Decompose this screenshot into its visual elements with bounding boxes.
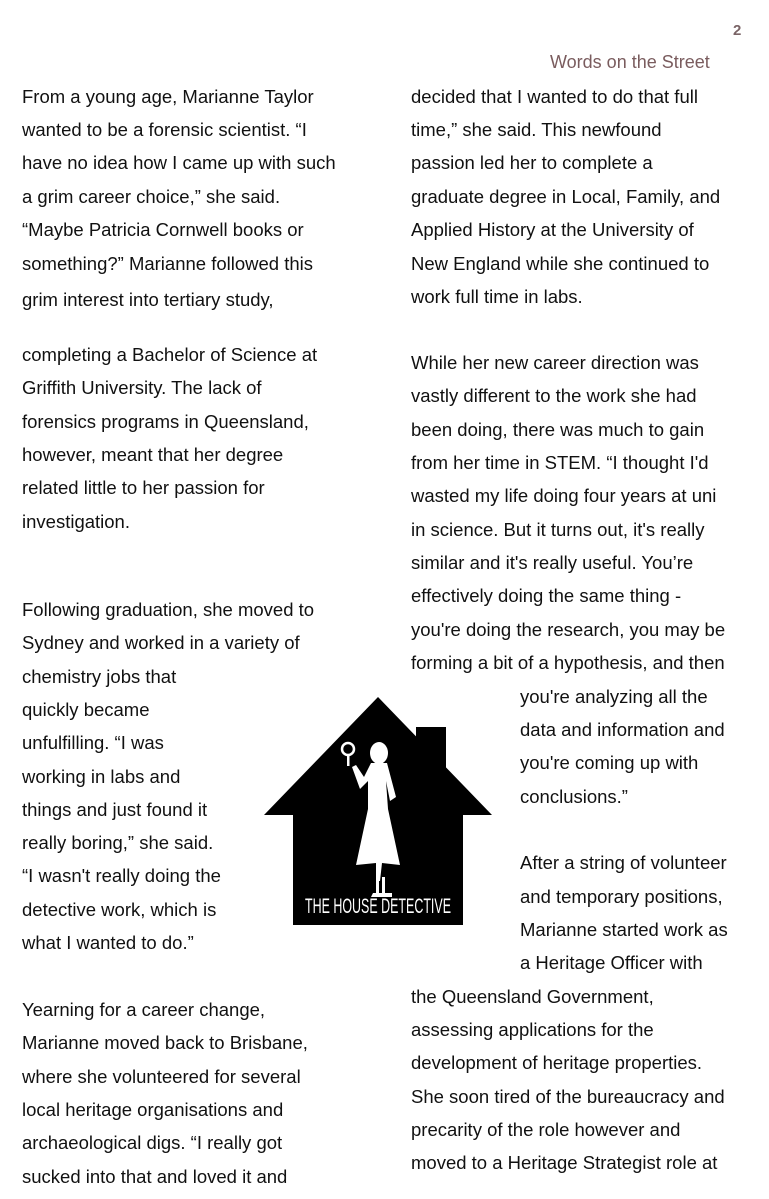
right_column-line: you're doing the research, you may be bbox=[411, 619, 726, 640]
left_column-line: “I wasn't really doing the bbox=[22, 865, 221, 886]
right_column-line: decided that I wanted to do that full bbox=[411, 86, 698, 107]
left_column-line: Yearning for a career change, bbox=[22, 999, 266, 1020]
right_column-line: time,” she said. This newfound bbox=[411, 119, 662, 140]
left_column-line: what I wanted to do.” bbox=[22, 932, 194, 953]
left_column-line: Sydney and worked in a variety of bbox=[22, 632, 300, 653]
right_column-line: passion led her to complete a bbox=[411, 152, 653, 173]
right_column-line: precarity of the role however and bbox=[411, 1119, 681, 1140]
right_column-line: forming a bit of a hypothesis, and then bbox=[411, 652, 725, 673]
left_column-line: working in labs and bbox=[22, 766, 181, 787]
right_column-line: She soon tired of the bureaucracy and bbox=[411, 1086, 725, 1107]
left_column-line: Following graduation, she moved to bbox=[22, 599, 315, 620]
left_column-line: grim interest into tertiary study, bbox=[22, 289, 274, 310]
right_column-line: moved to a Heritage Strategist role at bbox=[411, 1152, 718, 1173]
left_column-line: however, meant that her degree bbox=[22, 444, 284, 465]
left_column-line: From a young age, Marianne Taylor bbox=[22, 86, 314, 107]
right_column-line: a Heritage Officer with bbox=[520, 952, 703, 973]
right_column-line: you're analyzing all the bbox=[520, 686, 708, 707]
right_column-line: Applied History at the University of bbox=[411, 219, 694, 240]
right_column-line: and temporary positions, bbox=[520, 886, 723, 907]
right_column-line: the Queensland Government, bbox=[411, 986, 654, 1007]
right_column-line: conclusions.” bbox=[520, 786, 628, 807]
left_column-line: Marianne moved back to Brisbane, bbox=[22, 1032, 308, 1053]
left_column-line: really boring,” she said. bbox=[22, 832, 214, 853]
left_column-line: “Maybe Patricia Cornwell books or bbox=[22, 219, 304, 240]
right_column-line: effectively doing the same thing - bbox=[411, 585, 682, 606]
left_column-line: completing a Bachelor of Science at bbox=[22, 344, 318, 365]
right_column-line: assessing applications for the bbox=[411, 1019, 654, 1040]
running-header: Words on the Street bbox=[550, 52, 710, 72]
left_column-line: where she volunteered for several bbox=[22, 1066, 301, 1087]
left_column-line: chemistry jobs that bbox=[22, 666, 177, 687]
left_column-line: things and just found it bbox=[22, 799, 208, 820]
left_column-line: a grim career choice,” she said. bbox=[22, 186, 281, 207]
left_column-line: forensics programs in Queensland, bbox=[22, 411, 309, 432]
left_column-line: Griffith University. The lack of bbox=[22, 377, 262, 398]
right_column-line: After a string of volunteer bbox=[520, 852, 727, 873]
right_column-line: data and information and bbox=[520, 719, 725, 740]
left_column-line: archaeological digs. “I really got bbox=[22, 1132, 283, 1153]
left_column-line: sucked into that and loved it and bbox=[22, 1166, 288, 1187]
page-number: 2 bbox=[733, 22, 742, 39]
right_column-line: from her time in STEM. “I thought I'd bbox=[411, 452, 709, 473]
logo-text: THE HOUSE DETECTIVE bbox=[305, 895, 451, 918]
left_column-line: related little to her passion for bbox=[22, 477, 265, 498]
left_column-line: something?” Marianne followed this bbox=[22, 253, 314, 274]
right_column-line: New England while she continued to bbox=[411, 253, 710, 274]
right_column-line: vastly different to the work she had bbox=[411, 385, 697, 406]
right_column-line: graduate degree in Local, Family, and bbox=[411, 186, 721, 207]
right_column-line: development of heritage properties. bbox=[411, 1052, 703, 1073]
left_column-line: unfulfilling. “I was bbox=[22, 732, 164, 753]
right_column-line: wasted my life doing four years at uni bbox=[411, 485, 717, 506]
left_column-line: investigation. bbox=[22, 511, 130, 532]
left_column-line: detective work, which is bbox=[22, 899, 217, 920]
right_column-line: While her new career direction was bbox=[411, 352, 699, 373]
house-detective-icon bbox=[264, 697, 492, 925]
left_column-line: have no idea how I came up with such bbox=[22, 152, 336, 173]
right_column-line: been doing, there was much to gain bbox=[411, 419, 705, 440]
right_column-line: work full time in labs. bbox=[411, 286, 583, 307]
house-detective-logo bbox=[264, 697, 494, 927]
right_column-line: in science. But it turns out, it's really bbox=[411, 519, 705, 540]
right_column-line: Marianne started work as bbox=[520, 919, 728, 940]
right_column-line: you're coming up with bbox=[520, 752, 699, 773]
left_column-line: quickly became bbox=[22, 699, 150, 720]
left_column-line: wanted to be a forensic scientist. “I bbox=[22, 119, 307, 140]
left_column-line: local heritage organisations and bbox=[22, 1099, 284, 1120]
right_column-line: similar and it's really useful. You’re bbox=[411, 552, 694, 573]
